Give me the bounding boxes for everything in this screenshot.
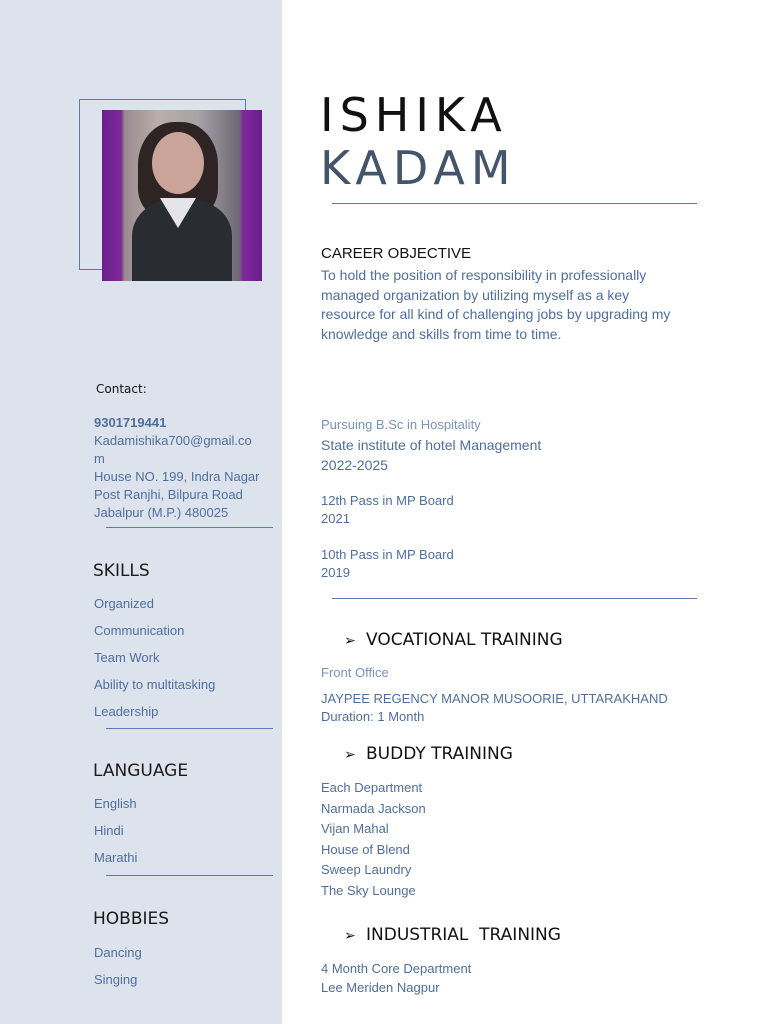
first-name: ISHIKA <box>320 88 508 142</box>
list-item: Singing <box>94 972 138 987</box>
phone-number: 9301719441 <box>94 415 167 430</box>
divider <box>106 728 273 729</box>
vocational-sub: Front Office <box>321 665 389 680</box>
training-duration: Duration: 1 Month <box>321 709 425 724</box>
list-item: Lee Meriden Nagpur <box>321 980 440 995</box>
list-item: Organized <box>94 596 154 611</box>
list-item: Vijan Mahal <box>321 821 389 837</box>
vocational-training-heading <box>344 630 563 650</box>
list-item: English <box>94 796 137 811</box>
address-line-2: Post Ranjhi, Bilpura Road <box>94 487 243 502</box>
education-title: 10th Pass in MP Board <box>321 547 454 562</box>
divider <box>332 598 697 599</box>
contact-details <box>94 414 259 522</box>
vocational-details <box>321 690 668 726</box>
email-line-2: m <box>94 451 105 466</box>
list-item: Hindi <box>94 823 124 838</box>
list-item: Narmada Jackson <box>321 800 426 816</box>
list-item: Each Department <box>321 780 423 795</box>
divider <box>332 203 697 204</box>
section-title: INDUSTRIAL TRAINING <box>366 925 561 945</box>
education-year: 2019 <box>321 565 350 580</box>
industrial-training-list <box>321 959 471 997</box>
list-item: The Sky Lounge <box>321 882 416 898</box>
list-item: Team Work <box>94 650 160 665</box>
degree-title: Pursuing B.Sc in Hospitality <box>321 417 481 432</box>
list-item: Sweep Laundry <box>321 862 412 878</box>
hobbies-heading: HOBBIES <box>93 909 170 929</box>
list-item: Marathi <box>94 850 138 865</box>
list-item: Dancing <box>94 945 142 960</box>
institute-name: State institute of hotel Management <box>321 437 542 453</box>
buddy-training-list <box>321 778 426 902</box>
arrow-bullet-icon: ➢ <box>344 633 356 649</box>
divider <box>106 527 273 528</box>
career-objective-text: To hold the position of responsibility in professionally managed organization by utilizing myself as a key resource for all kind of challenging jobs by upgrading my knowledge and skills from time to time. <box>321 267 671 342</box>
education-item <box>321 546 454 582</box>
language-heading: LANGUAGE <box>93 761 189 781</box>
buddy-training-heading <box>344 744 513 764</box>
education-title: 12th Pass in MP Board <box>321 493 454 508</box>
industrial-training-heading <box>344 925 561 945</box>
arrow-bullet-icon: ➢ <box>344 747 356 763</box>
divider <box>106 875 273 876</box>
list-item: Communication <box>94 623 185 638</box>
section-title: VOCATIONAL TRAINING <box>366 630 563 650</box>
degree-years: 2022-2025 <box>321 456 388 473</box>
training-place: JAYPEE REGENCY MANOR MUSOORIE, UTTARAKHAND <box>321 691 668 706</box>
skills-heading: SKILLS <box>93 561 150 581</box>
address-line-3: Jabalpur (M.P.) 480025 <box>94 505 229 520</box>
education-item <box>321 416 541 475</box>
last-name: KADAM <box>320 141 517 195</box>
arrow-bullet-icon: ➢ <box>344 928 356 944</box>
language-list <box>94 796 137 877</box>
list-item: Ability to multitasking <box>94 677 216 692</box>
contact-label: Contact: <box>96 382 147 396</box>
skills-list <box>94 596 215 731</box>
address-line-1: House NO. 199, Indra Nagar <box>94 469 260 484</box>
list-item: House of Blend <box>321 841 410 857</box>
profile-photo <box>102 110 262 281</box>
education-year: 2021 <box>321 511 350 526</box>
hobbies-list <box>94 945 142 999</box>
list-item: Leadership <box>94 704 159 719</box>
email-line-1: Kadamishika700@gmail.co <box>94 433 252 448</box>
section-title: BUDDY TRAINING <box>366 744 513 764</box>
career-objective-heading: CAREER OBJECTIVE <box>321 245 472 262</box>
education-item <box>321 492 454 528</box>
list-item: 4 Month Core Department <box>321 961 472 976</box>
